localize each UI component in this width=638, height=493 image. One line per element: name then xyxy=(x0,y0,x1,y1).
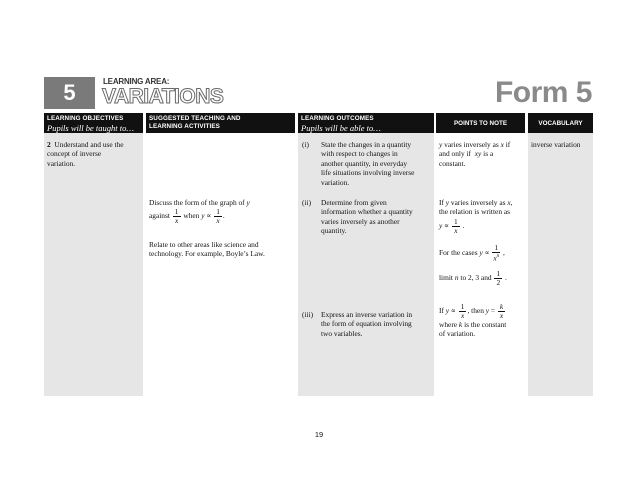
point-cases: For the cases y ∝ $\frac{1}{x^n}$ , xyxy=(439,243,505,263)
teaching-relate-text xyxy=(149,240,295,259)
objective-number: 2 xyxy=(47,140,51,149)
outcome-3-text: Express an inverse variation in the form of equation involving two variables. xyxy=(321,310,413,338)
fraction-one-over-xn: $\frac{1}{x^n}$ xyxy=(493,243,500,263)
header-objectives-title: LEARNING OBJECTIVES xyxy=(47,115,124,122)
objective-text xyxy=(47,140,143,168)
teaching-relate-line-1: Relate to other areas like science and xyxy=(149,240,259,249)
header-points xyxy=(436,113,525,133)
unit-number-badge: 5 xyxy=(44,77,95,109)
header-objectives xyxy=(44,113,143,133)
form-title: Form 5 xyxy=(494,76,592,109)
header-objectives-subtitle: Pupils will be taught to… xyxy=(47,123,134,133)
fraction-k-over-x: $\frac{k}{x}$ xyxy=(499,302,504,320)
teaching-graph-text: Discuss the form of the graph of y against $\frac{1}{x}$ when y ∝ $\frac{1}{x}$ . xyxy=(149,198,250,226)
vocabulary-term: inverse variation xyxy=(531,140,581,149)
objective-line-3: variation. xyxy=(47,158,76,168)
header-points-title: POINTS TO NOTE xyxy=(453,120,508,127)
objective-line-1: Understand and use the xyxy=(54,140,124,149)
point-relation: If y varies inversely as x, the relation is written as y ∝ $\frac{1}{x}$ . xyxy=(439,198,513,235)
outcome-1-text: State the changes in a quantity with respect to changes in another quantity, in everyday life situations involving inverse variation. xyxy=(321,140,415,187)
point-limit: limit n to 2, 3 and $\frac{1}{2}$ . xyxy=(439,269,507,287)
header-outcomes-title: LEARNING OUTCOMES xyxy=(301,115,374,122)
fraction-if: $\frac{1}{x}$ xyxy=(460,302,465,320)
page-number: 19 xyxy=(314,430,324,439)
header-teaching-title-2: LEARNING ACTIVITIES xyxy=(149,123,220,130)
vocabulary-column xyxy=(528,113,593,396)
outcome-2-text: Determine from given information whether a quantity varies inversely as another quantity. xyxy=(321,198,413,236)
learning-area-label: LEARNING AREA: xyxy=(103,77,170,86)
teaching-var-y: y xyxy=(246,198,250,207)
header-teaching-title-1: SUGGESTED TEACHING AND xyxy=(149,115,241,122)
outcome-3-numeral: (iii) xyxy=(302,310,314,319)
point-equation: If y ∝ $\frac{1}{x}$ , then y = $\frac{k}{x}$ where k is the constant of variation. xyxy=(439,302,507,339)
header-teaching xyxy=(146,113,295,133)
header-vocabulary xyxy=(528,113,593,133)
fraction-one-over-x-2: $\frac{1}{x}$ xyxy=(216,207,220,226)
point-definition: y varies inversely as x if and only if xy is a constant. xyxy=(439,140,511,168)
fraction-one-half: $\frac{1}{2}$ xyxy=(496,269,501,287)
teaching-relate-line-2: technology. For example, Boyle’s Law. xyxy=(149,249,265,259)
learning-area-title: VARIATIONS xyxy=(102,85,224,108)
header-vocabulary-title: VOCABULARY xyxy=(538,120,583,127)
teaching-line-1: Discuss the form of the graph of xyxy=(149,198,245,207)
outcome-1-numeral: (i) xyxy=(302,140,309,149)
teaching-when: when xyxy=(183,211,200,221)
fraction-relation: $\frac{1}{x}$ xyxy=(453,216,458,235)
header-outcomes-subtitle: Pupils will be able to… xyxy=(301,123,381,133)
objective-line-2: concept of inverse xyxy=(47,149,102,159)
fraction-one-over-x: $\frac{1}{x}$ xyxy=(174,207,179,226)
teaching-against: against xyxy=(149,211,170,221)
header-outcomes xyxy=(298,113,434,133)
outcome-2-numeral: (ii) xyxy=(302,198,312,207)
